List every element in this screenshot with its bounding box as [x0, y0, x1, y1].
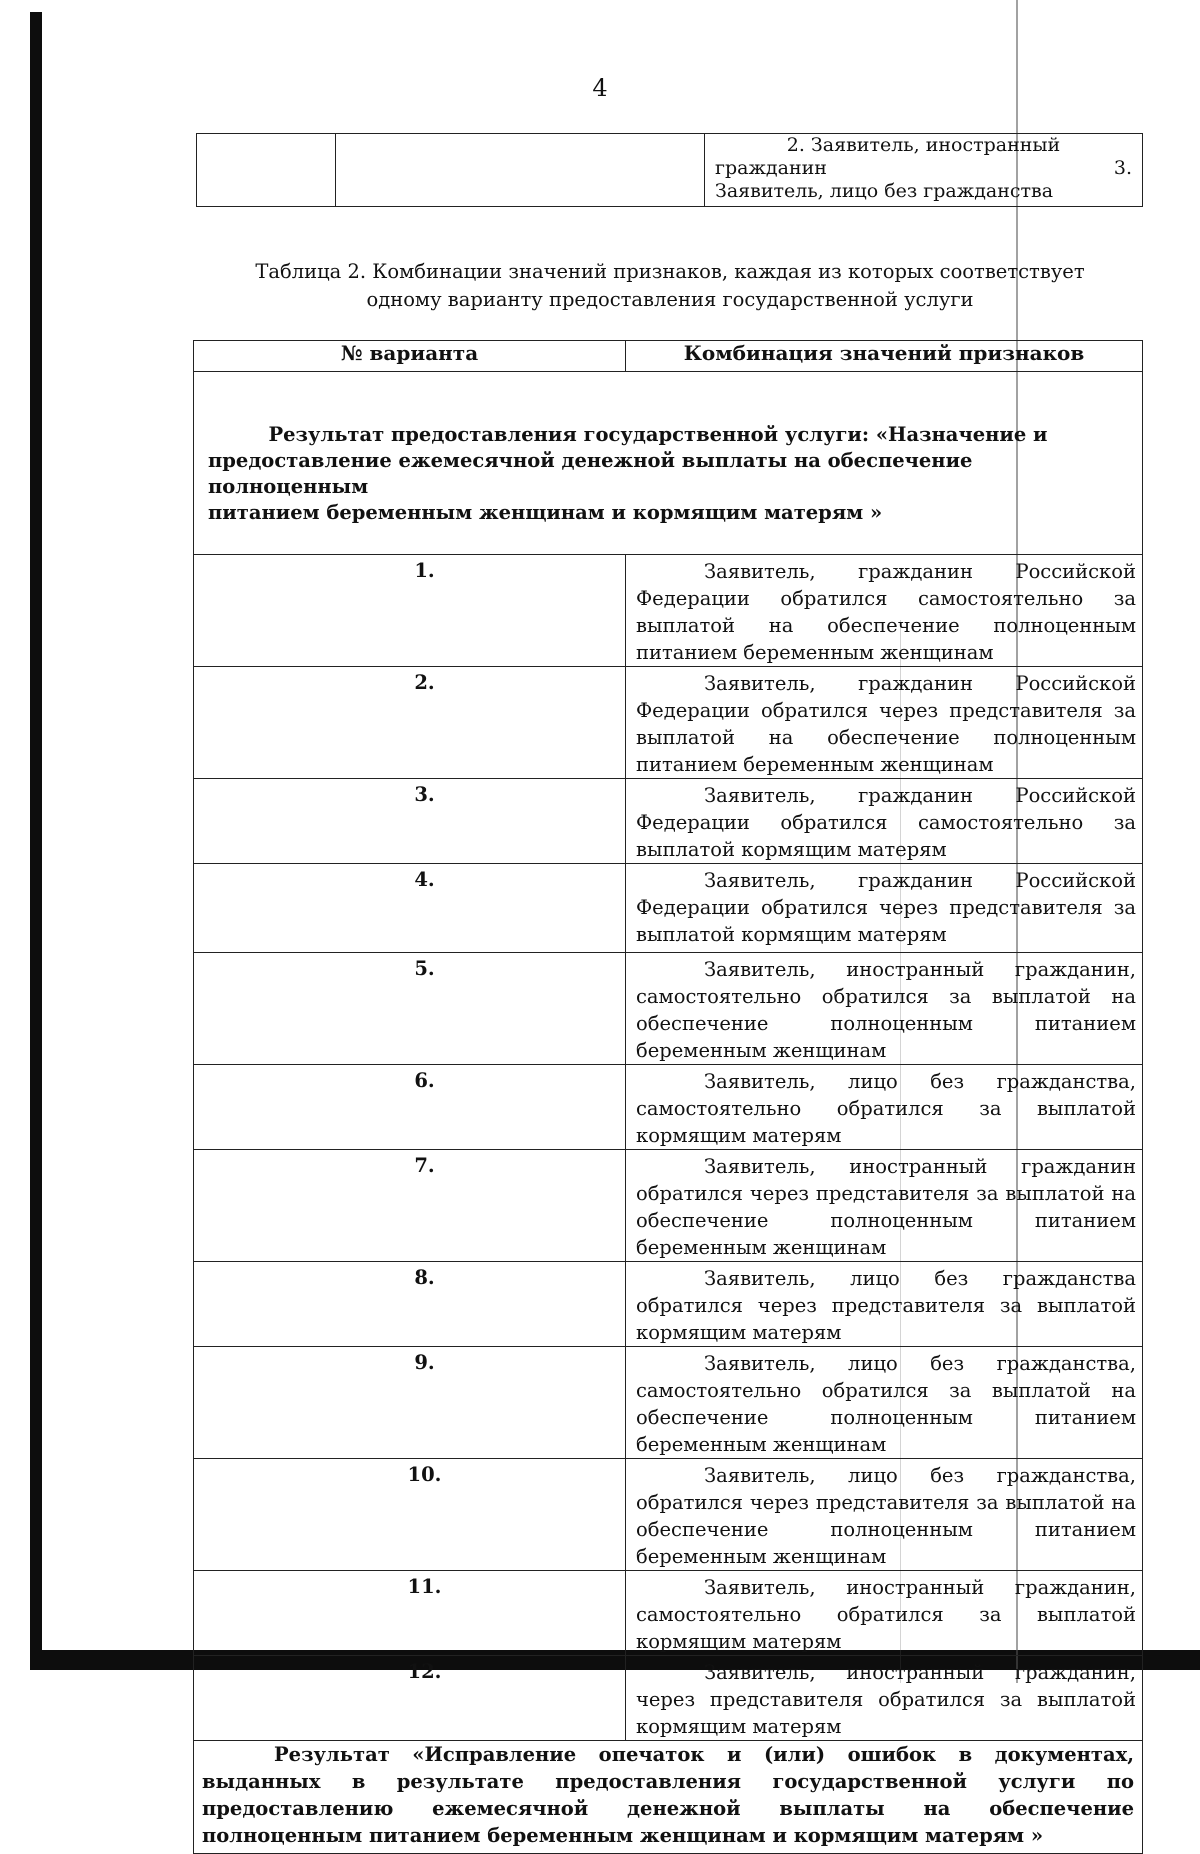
result-correction-title: Результат «Исправление опечаток и (или) ошибок в документах, выданных в результате предоставления государственной услуги по предоставлению ежемесячной денежной выплаты на обеспечение полноценным питанием беременным женщинам и кормящим матерям »: [194, 1741, 1143, 1854]
variant-number: 4.: [194, 864, 626, 953]
variant-combination: Заявитель, гражданин Российской Федерации обратился самостоятельно за выплатой кормящим матерям: [626, 779, 1143, 864]
variant-combination: Заявитель, лицо без гражданства, самостоятельно обратился за выплатой на обеспечение полноценным питанием беременным женщинам: [626, 1347, 1143, 1459]
variant-number: 2.: [194, 667, 626, 779]
variants-table: [193, 340, 1143, 1854]
caption-line: одному варианту предоставления государственной услуги: [366, 288, 974, 311]
continued-table: [196, 133, 1143, 207]
variant-combination: Заявитель, гражданин Российской Федерации обратился самостоятельно за выплатой на обеспечение полноценным питанием беременным женщинам: [626, 555, 1143, 667]
variant-combination: Заявитель, иностранный гражданин обратился через представителя за выплатой на обеспечение полноценным питанием беременным женщинам: [626, 1150, 1143, 1262]
variant-number: 8.: [194, 1262, 626, 1347]
variant-number: 5.: [194, 953, 626, 1065]
table-row: [194, 779, 1143, 864]
empty-cell: [336, 134, 705, 207]
table-row: [194, 1150, 1143, 1262]
variant-combination: Заявитель, гражданин Российской Федерации обратился через представителя за выплатой кормящим матерям: [626, 864, 1143, 953]
variant-number: 9.: [194, 1347, 626, 1459]
table-row: [194, 555, 1143, 667]
variant-combination: Заявитель, лицо без гражданства, обратился через представителя за выплатой на обеспечение полноценным питанием беременным женщинам: [626, 1459, 1143, 1571]
variant-number: 11.: [194, 1571, 626, 1656]
variant-combination: Заявитель, лицо без гражданства, самостоятельно обратился за выплатой кормящим матерям: [626, 1065, 1143, 1150]
continued-line: гражданин 3.: [715, 157, 1132, 179]
variant-combination: Заявитель, иностранный гражданин, через представителя обратился за выплатой кормящим матерям: [626, 1656, 1143, 1741]
continued-line: Заявитель, лицо без гражданства: [715, 180, 1054, 202]
variant-number: 10.: [194, 1459, 626, 1571]
scan-left-border: [30, 12, 42, 1670]
variant-number: 1.: [194, 555, 626, 667]
header-variant: № варианта: [194, 341, 626, 372]
variant-number: 7.: [194, 1150, 626, 1262]
variant-combination: Заявитель, гражданин Российской Федерации обратился через представителя за выплатой на обеспечение полноценным питанием беременным женщинам: [626, 667, 1143, 779]
continued-cell: [705, 134, 1143, 207]
page-number: 4: [592, 74, 608, 102]
table-row: [194, 864, 1143, 953]
variant-combination: Заявитель, иностранный гражданин, самостоятельно обратился за выплатой кормящим матерям: [626, 1571, 1143, 1656]
result-title-line: Результат предоставления государственной услуги: «Назначение и: [268, 423, 1048, 446]
continued-line: 2. Заявитель, иностранный: [786, 134, 1061, 156]
table-row: [194, 1656, 1143, 1741]
result-section-title: [194, 372, 1143, 555]
variant-combination: Заявитель, лицо без гражданства обратился через представителя за выплатой кормящим матерям: [626, 1262, 1143, 1347]
table-row: [194, 1065, 1143, 1150]
empty-cell: [197, 134, 336, 207]
header-combination: Комбинация значений признаков: [626, 341, 1143, 372]
variant-combination: Заявитель, иностранный гражданин, самостоятельно обратился за выплатой на обеспечение полноценным питанием беременным женщинам: [626, 953, 1143, 1065]
variant-number: 6.: [194, 1065, 626, 1150]
result-title-line: питанием беременным женщинам и кормящим матерям »: [208, 501, 883, 524]
table-row: [194, 1571, 1143, 1656]
variant-number: 12.: [194, 1656, 626, 1741]
result-title-line: предоставление ежемесячной денежной выплаты на обеспечение полноценным: [208, 449, 973, 498]
caption-line: Таблица 2. Комбинации значений признаков, каждая из которых соответствует: [255, 260, 1085, 283]
table-row: [194, 1262, 1143, 1347]
table-caption: [200, 258, 1140, 314]
table-row: [194, 667, 1143, 779]
table-row: [194, 1459, 1143, 1571]
table-row: [194, 1347, 1143, 1459]
variant-number: 3.: [194, 779, 626, 864]
table-row: [194, 953, 1143, 1065]
